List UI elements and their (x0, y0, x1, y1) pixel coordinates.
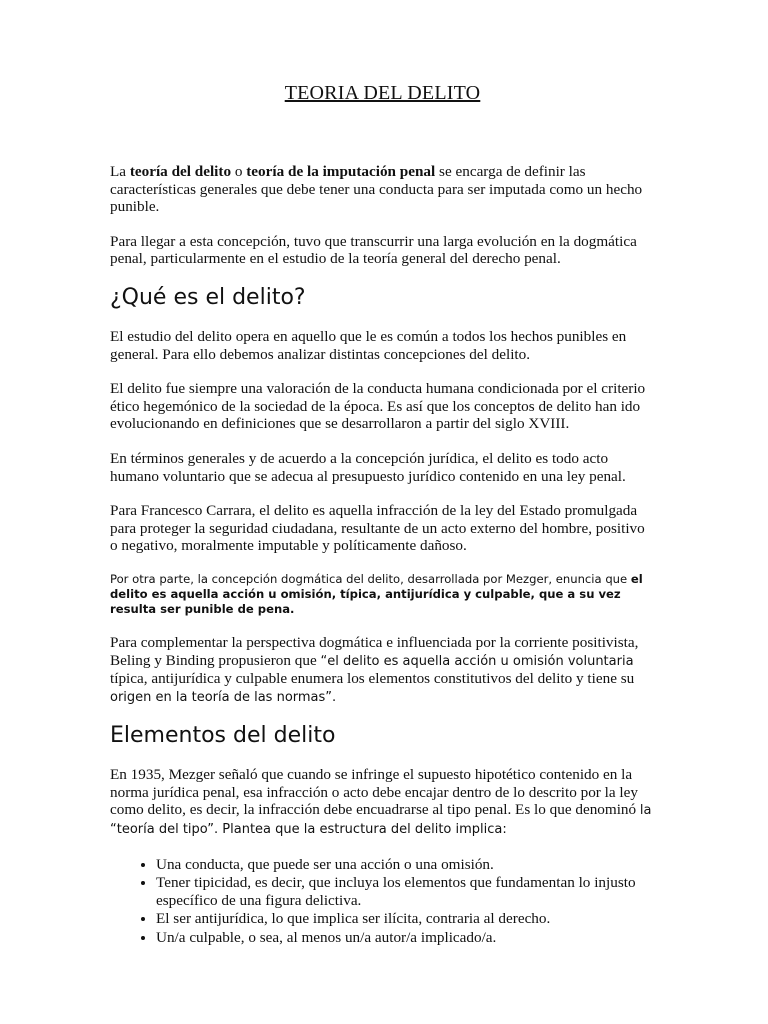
list-item: • Una conducta, que puede ser una acción o una omisión. (156, 856, 655, 874)
beling-text: típica, antijurídica y culpable enumera los elementos constitutivos del delito y tiene su (110, 670, 635, 688)
bold-term-teoria-delito: teoría del delito (129, 163, 232, 180)
section1-paragraph-1: El estudio del delito opera en aquello que le es común a todos los hechos punibles en general. Para ello debemos analizar distintas concepciones del delito. (110, 327, 627, 363)
beling-text: Para complementar la perspectiva dogmática e influenciada por la corriente positivista, Beling y Binding propusieron que (110, 633, 639, 669)
mezger-text: Por otra parte, la concepción dogmática del delito, desarrollada por Mezger, enuncia que (110, 571, 631, 586)
section1-paragraph-6 (110, 634, 655, 706)
section1-paragraph-3: En términos generales y de acuerdo a la concepción jurídica, el delito es todo acto humano voluntario que se adecua al presupuesto jurídico contenido en una ley penal. (110, 449, 626, 485)
intro-paragraph-2: Para llegar a esta concepción, tuvo que transcurrir una larga evolución en la dogmática penal, particularmente en el estudio de la teoría general del derecho penal. (110, 232, 637, 268)
section-heading-que-es: ¿Qué es el delito? (110, 284, 306, 310)
section1-paragraph-4: Para Francesco Carrara, el delito es aquella infracción de la ley del Estado promulgada para proteger la seguridad ciudadana, resultante de un acto externo del hombre, positivo o negativo, moralmente imputable y políticamente dañoso. (110, 502, 645, 555)
list-item: • El ser antijurídica, lo que implica ser ilícita, contraria al derecho. (156, 910, 655, 928)
document-title: TEORIA DEL DELITO (284, 82, 481, 104)
section1-paragraph-5 (110, 572, 655, 617)
section-heading-elementos: Elementos del delito (110, 723, 336, 749)
list-item: • Un/a culpable, o sea, al menos un/a autor/a implicado/a. (156, 929, 655, 947)
intro-text: o (231, 163, 247, 180)
section1-paragraph-2: El delito fue siempre una valoración de la conducta humana condicionada por el criterio ético hegemónico de la sociedad de la época. Es así que los conceptos de delito han ido evolucionando en definiciones que se desarrollaron a partir del siglo XVIII. (110, 380, 646, 433)
beling-quote-end: origen en la teoría de las normas”. (110, 689, 337, 705)
list-item: • Tener tipicidad, es decir, que incluya los elementos que fundamentan lo injusto específico de una figura delictiva. (156, 874, 655, 909)
intro-paragraph-1 (110, 163, 655, 216)
section2-paragraph-1 (110, 766, 655, 838)
intro-text: La (110, 163, 130, 180)
mezger-definition: el delito es aquella acción u omisión, típica, antijurídica y culpable, que a su vez resulta ser punible de pena. (110, 571, 643, 616)
beling-quote: “el delito es aquella acción u omisión voluntaria (320, 653, 634, 669)
teoria-tipo-text: la “teoría del tipo”. Plantea que la estructura del delito implica: (110, 803, 652, 838)
mezger-1935-text: En 1935, Mezger señaló que cuando se infringe el supuesto hipotético contenido en la norma jurídica penal, esa infracción o acto debe encajar dentro de lo descrito por la ley como delito, es decir, la infracción debe encuadrarse al tipo penal. Es lo que denominó (110, 766, 640, 819)
elements-list (110, 856, 655, 947)
bold-term-imputacion: teoría de la imputación penal (246, 163, 436, 180)
document-page (110, 82, 655, 948)
intro-text: se encarga de definir las características generales que debe tener una conducta para ser imputada como un hecho punible. (110, 163, 643, 216)
